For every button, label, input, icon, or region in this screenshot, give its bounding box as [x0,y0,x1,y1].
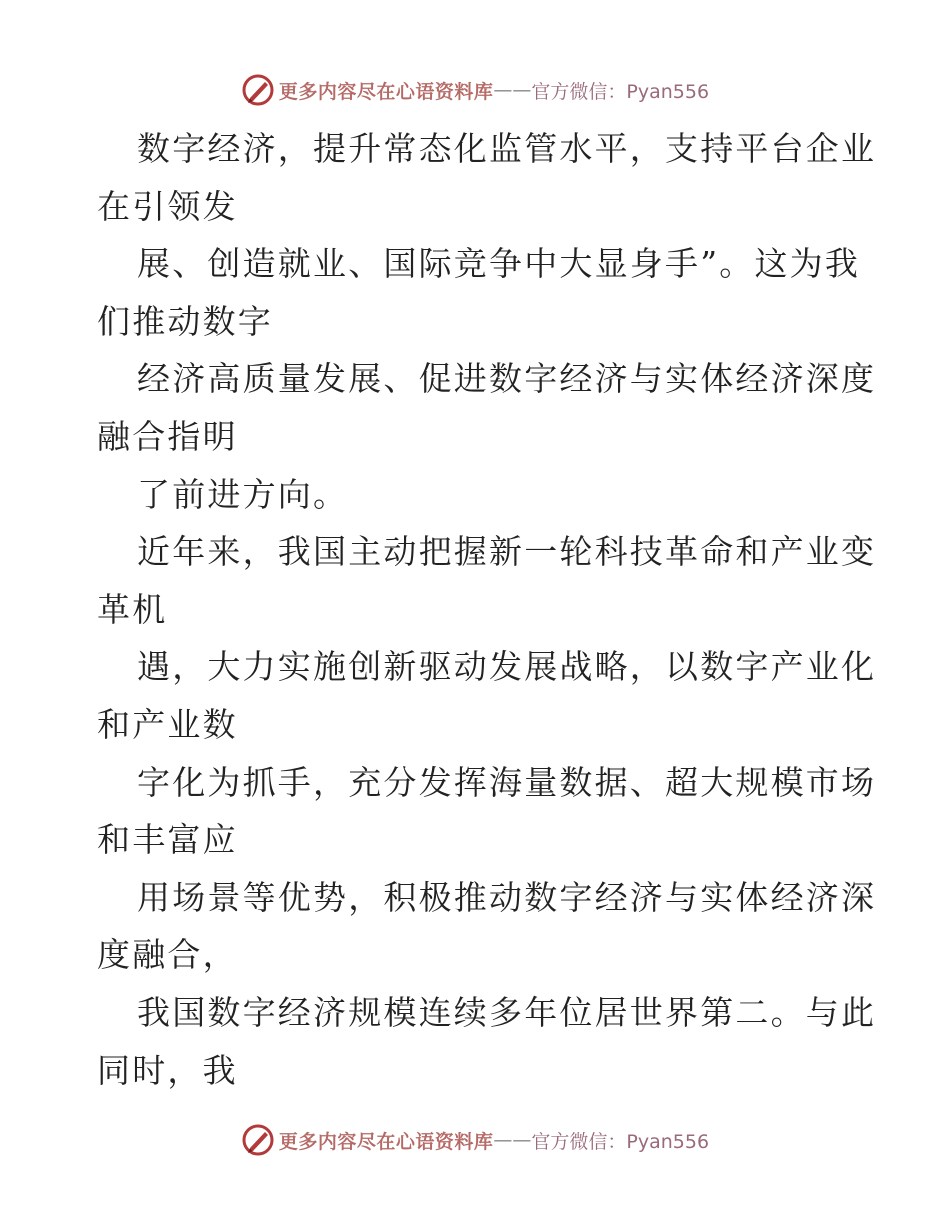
banner-text: 更多内容尽在心语资料库 [278,80,494,103]
footer-banner [0,1120,950,1160]
header-banner [0,70,950,110]
pen-logo-icon [241,73,275,107]
text-line: 在引领发 [97,186,238,226]
pen-logo-icon [241,1123,275,1157]
text-line: 和丰富应 [97,820,238,860]
text-line: 们推动数字 [97,301,273,341]
banner-dash: —— [493,1129,532,1151]
text-line: 数字经济，提升常态化监管水平，支持平台企业 [137,129,877,168]
text-line: 用场景等优势，积极推动数字经济与实体经济深 [137,877,877,917]
text-line: 近年来，我国主动把握新一轮科技革命和产业变 [137,532,877,572]
banner-text: 更多内容尽在心语资料库 [278,1130,494,1153]
banner-wechat: 官方微信：Pyan556 [531,1130,710,1153]
banner-dash: —— [493,79,532,101]
text-line: 我国数字经济规模连续多年位居世界第二。与此 [137,992,877,1032]
text-line: 融合指明 [97,416,238,456]
text-line: 度融合， [97,935,238,975]
text-line: 革机 [97,589,168,629]
document-body [97,120,877,1099]
text-line: 遇，大力实施创新驱动发展战略，以数字产业化 [137,647,877,687]
text-line: 了前进方向。 [137,474,349,514]
text-line: 字化为抓手，充分发挥海量数据、超大规模市场 [137,762,877,802]
banner-wechat: 官方微信：Pyan556 [531,80,710,103]
text-line: 同时，我 [97,1050,238,1090]
text-line: 展、创造就业、国际竞争中大显身手”。这为我 [137,244,861,284]
text-line: 和产业数 [97,704,238,744]
text-line: 经济高质量发展、促进数字经济与实体经济深度 [137,359,877,399]
